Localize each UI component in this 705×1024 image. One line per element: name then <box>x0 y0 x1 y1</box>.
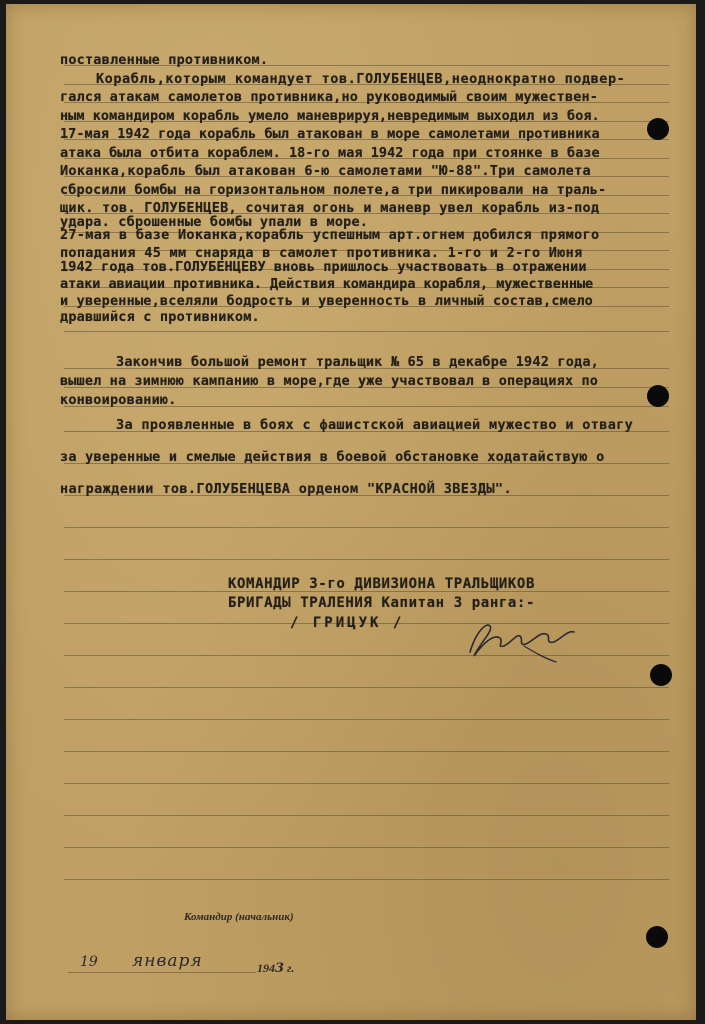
ruled-line <box>64 815 669 816</box>
body-line: За проявленные в боях с фашистской авиацией мужество и отвагу <box>116 417 634 433</box>
body-line: 17-мая 1942 года корабль был атакован в море самолетами противника <box>60 126 600 142</box>
date-year-hand: 3 <box>275 961 285 976</box>
body-line: 1942 года тов.ГОЛУБЕНЦЕВУ вновь пришлось участвовать в отражении <box>60 259 587 275</box>
handwritten-signature <box>464 612 584 667</box>
ruled-line <box>64 527 669 528</box>
ruled-line <box>64 879 669 880</box>
ruled-line <box>64 331 669 332</box>
date-day: 19 <box>80 954 98 970</box>
body-line: удара. сброшенные бомбы упали в море. <box>60 214 369 230</box>
date-year <box>257 961 294 976</box>
body-line: и уверенные,вселяли бодрость и уверенность в личный состав,смело <box>60 293 593 309</box>
body-line: Корабль,которым командует тов.ГОЛУБЕНЦЕВ,неоднократно подвер- <box>96 71 626 87</box>
body-line: гался атакам самолетов противника,но руководимый своим мужествен- <box>60 89 599 105</box>
commander-label: Командир (начальник) <box>184 911 294 923</box>
body-line: за уверенные и смелые действия в боевой обстановке ходатайствую о <box>60 449 605 465</box>
body-line: вышел на зимнюю кампанию в море,где уже участвовал в операциях по <box>60 373 599 389</box>
body-line: атака была отбита кораблем. 18-го мая 1942 года при стоянке в базе <box>60 145 600 161</box>
punch-hole <box>646 926 668 948</box>
signature-title-line: КОМАНДИР 3-го ДИВИЗИОНА ТРАЛЬЩИКОВ <box>228 576 535 592</box>
punch-hole <box>647 385 669 407</box>
body-line: награждении тов.ГОЛУБЕНЦЕВА орденом "КРАСНОЙ ЗВЕЗДЫ". <box>60 481 512 497</box>
ruled-line <box>64 751 669 752</box>
signature-name: / ГРИЦУК / <box>290 615 405 631</box>
ruled-line <box>64 687 669 688</box>
body-line: Иоканка,корабль был атакован 6-ю самолетами "Ю-88".Три самолета <box>60 163 591 179</box>
punch-hole <box>647 118 669 140</box>
body-line: щик. тов. ГОЛУБЕНЦЕВ, сочитая огонь и маневр увел корабль из-под <box>60 200 600 216</box>
body-line: попадания 45 мм снаряда в самолет противника. 1-го и 2-го Июня <box>60 245 583 261</box>
ruled-line <box>64 719 669 720</box>
date-month: января <box>132 951 203 971</box>
ruled-line <box>64 559 669 560</box>
body-line: ным командиром корабль умело маневрируя,невредимым выходил из боя. <box>60 108 600 124</box>
body-line: сбросили бомбы на горизонтальном полете,а три пикировали на траль- <box>60 182 607 198</box>
signature-title-line: БРИГАДЫ ТРАЛЕНИЯ Капитан 3 ранга:- <box>228 595 535 611</box>
punch-hole <box>650 664 672 686</box>
body-line: 27-мая в базе Иоканка,корабль успешным арт.огнем добился прямого <box>60 227 600 243</box>
body-line: атаки авиации противника. Действия командира корабля, мужественные <box>60 276 594 292</box>
ruled-line <box>64 847 669 848</box>
document-page <box>6 4 696 1020</box>
ruled-line <box>64 783 669 784</box>
date-line <box>68 972 256 973</box>
date-year-printed: 194 <box>257 961 275 975</box>
date-suffix: г. <box>287 961 295 975</box>
body-line: дравшийся с противником. <box>60 309 260 325</box>
body-line: поставленные противником. <box>60 52 269 68</box>
body-line: Закончив большой ремонт тральщик № 65 в декабре 1942 года, <box>116 354 600 370</box>
body-line: конвоированию. <box>60 392 177 408</box>
